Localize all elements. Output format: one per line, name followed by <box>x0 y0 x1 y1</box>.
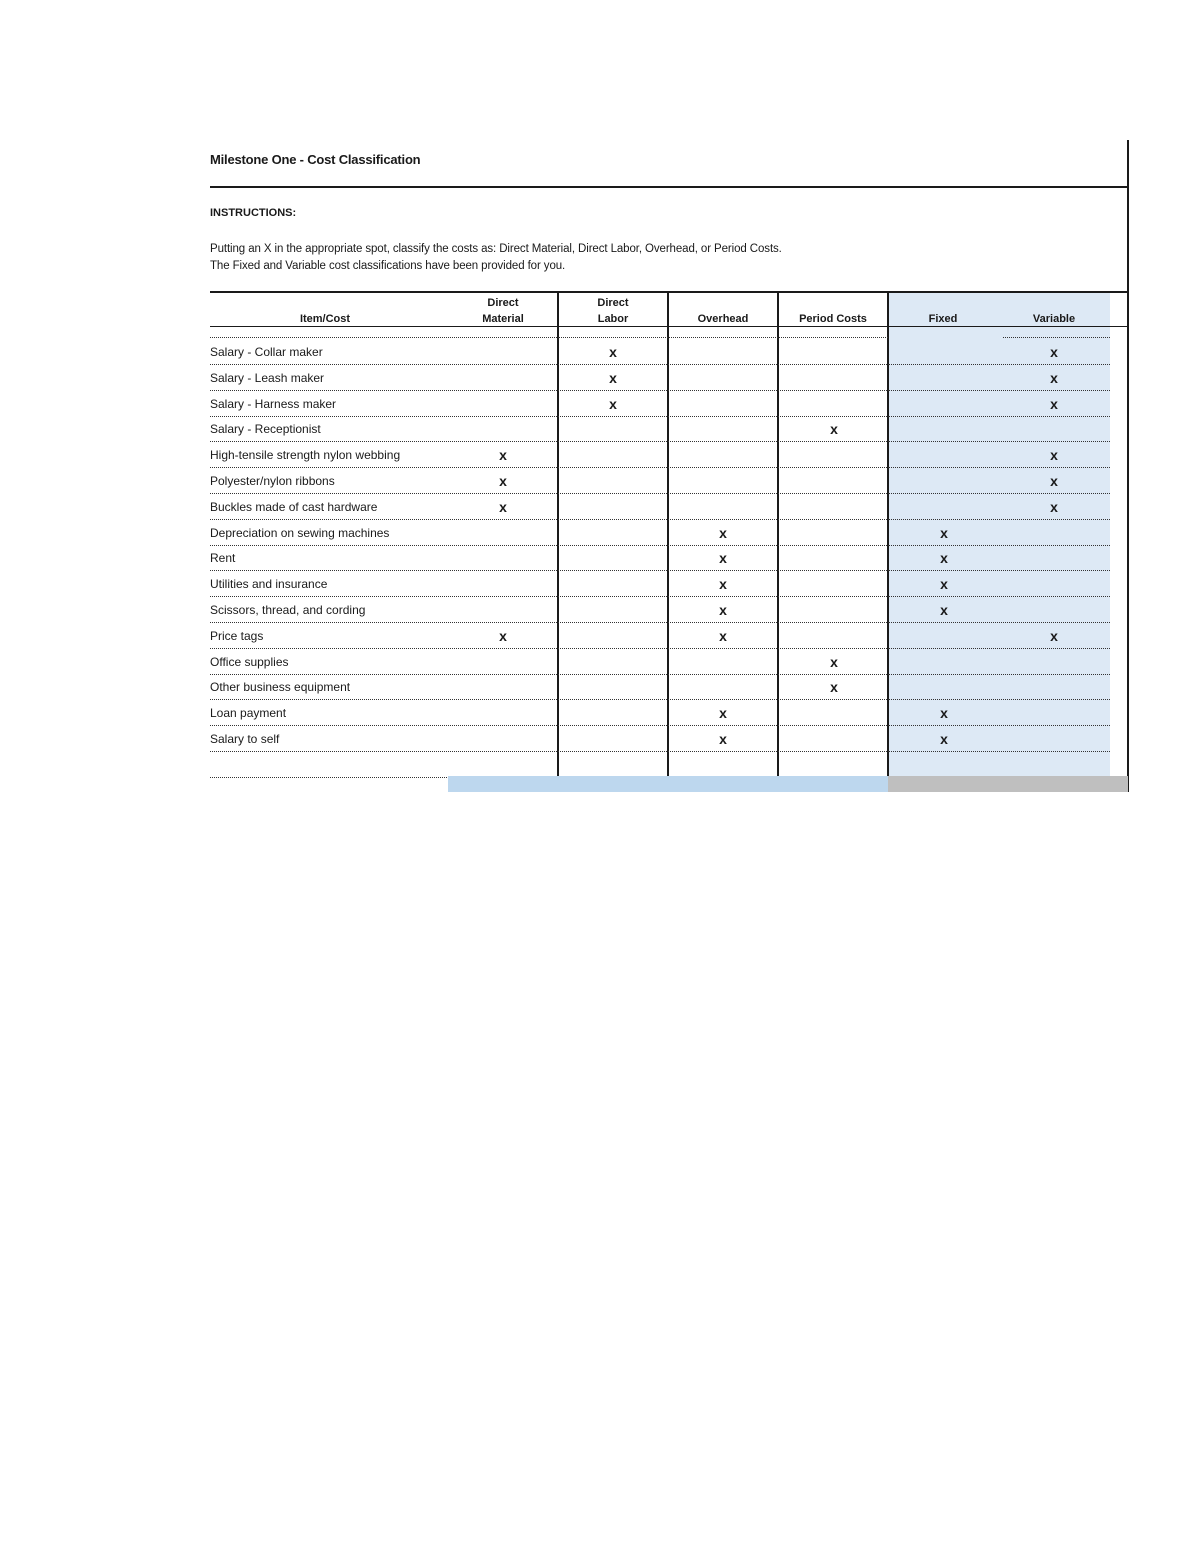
row-dotted-rule <box>210 751 557 752</box>
row-item-label: Loan payment <box>210 706 287 721</box>
row-dotted-rule <box>778 674 887 675</box>
row-dotted-rule <box>558 725 667 726</box>
column-header-fixed: Fixed <box>928 313 958 325</box>
row-dotted-rule <box>888 596 1110 597</box>
classification-mark-f: x <box>940 731 948 747</box>
classification-mark-dm: x <box>499 473 507 489</box>
classification-mark-oh: x <box>719 550 727 567</box>
row-dotted-rule <box>210 699 557 700</box>
row-dotted-rule <box>210 364 557 365</box>
row-dotted-rule <box>558 596 667 597</box>
classification-mark-v: x <box>1050 447 1058 464</box>
row-dotted-rule <box>778 596 887 597</box>
row-dotted-rule <box>778 751 887 752</box>
header-dotted-left <box>210 337 557 338</box>
row-dotted-rule <box>210 570 557 571</box>
row-item-label: Salary - Leash maker <box>210 370 325 385</box>
row-dotted-rule <box>558 441 667 442</box>
row-dotted-rule <box>888 674 1110 675</box>
classification-mark-f: x <box>940 576 948 593</box>
title-rule <box>210 186 1128 188</box>
row-dotted-rule <box>558 622 667 623</box>
row-dotted-rule <box>210 545 557 546</box>
row-dotted-rule <box>888 467 1110 468</box>
row-item-label: High-tensile strength nylon webbing <box>210 448 401 463</box>
row-dotted-rule <box>210 596 557 597</box>
column-header-variable: Variable <box>1032 313 1076 325</box>
classification-mark-dl: x <box>609 395 617 412</box>
row-dotted-rule <box>558 390 667 391</box>
classification-mark-f: x <box>940 524 948 541</box>
row-dotted-rule <box>210 519 557 520</box>
fixed-variable-shaded-area <box>888 293 1110 776</box>
row-dotted-rule <box>558 751 667 752</box>
classification-mark-dm: x <box>499 498 507 515</box>
classification-mark-oh: x <box>719 705 727 722</box>
row-dotted-rule <box>210 467 557 468</box>
classification-mark-dm: x <box>499 447 507 464</box>
row-dotted-rule <box>778 519 887 520</box>
row-dotted-rule <box>558 648 667 649</box>
classification-mark-p: x <box>830 421 838 438</box>
row-dotted-rule <box>778 441 887 442</box>
column-divider-fixed <box>887 293 889 792</box>
row-dotted-rule <box>888 545 1110 546</box>
row-dotted-rule <box>210 725 557 726</box>
row-item-label: Office supplies <box>210 654 289 669</box>
classification-mark-dl: x <box>609 369 617 386</box>
classification-mark-oh: x <box>719 627 727 644</box>
row-dotted-rule <box>778 570 887 571</box>
row-dotted-rule <box>668 390 777 391</box>
bottom-band-gray <box>888 776 1128 792</box>
row-item-label: Other business equipment <box>210 680 351 695</box>
classification-mark-v: x <box>1050 395 1058 412</box>
row-dotted-rule <box>778 416 887 417</box>
row-dotted-rule <box>888 648 1110 649</box>
row-dotted-rule <box>888 390 1110 391</box>
row-dotted-rule <box>668 622 777 623</box>
row-dotted-rule <box>210 493 557 494</box>
row-dotted-rule <box>778 364 887 365</box>
row-dotted-rule <box>210 390 557 391</box>
row-item-label: Scissors, thread, and cording <box>210 603 366 617</box>
row-dotted-rule <box>668 751 777 752</box>
instructions-heading: INSTRUCTIONS: <box>210 207 297 219</box>
classification-mark-v: x <box>1050 498 1058 515</box>
column-divider-direct-labor <box>557 293 559 792</box>
row-dotted-rule <box>668 519 777 520</box>
bottom-band-blue <box>448 776 888 792</box>
column-header-direct-labor-line1: Direct <box>597 297 629 309</box>
classification-mark-oh: x <box>719 524 727 541</box>
row-item-label: Utilities and insurance <box>210 577 328 592</box>
classification-mark-f: x <box>940 602 948 618</box>
classification-mark-dm: x <box>499 627 507 644</box>
row-dotted-rule <box>668 674 777 675</box>
column-divider-overhead <box>667 293 669 792</box>
row-dotted-rule <box>210 648 557 649</box>
header-dotted-middle <box>558 337 888 338</box>
row-dotted-rule <box>668 570 777 571</box>
row-dotted-rule <box>888 751 1110 752</box>
column-header-direct-material-line1: Direct <box>487 297 519 309</box>
row-dotted-rule <box>778 390 887 391</box>
row-dotted-rule <box>558 493 667 494</box>
row-dotted-rule <box>778 622 887 623</box>
classification-mark-oh: x <box>719 602 727 618</box>
row-dotted-rule <box>668 467 777 468</box>
row-dotted-rule <box>668 441 777 442</box>
row-dotted-rule <box>668 416 777 417</box>
classification-mark-p: x <box>830 653 838 670</box>
classification-mark-v: x <box>1050 473 1058 489</box>
column-header-period-costs: Period Costs <box>799 313 867 325</box>
row-dotted-rule <box>210 441 557 442</box>
row-dotted-rule <box>888 570 1110 571</box>
document-title: Milestone One - Cost Classification <box>210 152 421 167</box>
row-dotted-rule <box>558 699 667 700</box>
row-dotted-rule <box>888 725 1110 726</box>
column-header-direct-material-line2: Material <box>482 313 524 325</box>
row-dotted-rule <box>778 467 887 468</box>
classification-mark-oh: x <box>719 731 727 747</box>
right-border <box>1127 140 1129 792</box>
row-dotted-rule <box>888 519 1110 520</box>
row-dotted-rule <box>210 416 557 417</box>
row-dotted-rule <box>558 416 667 417</box>
row-dotted-rule <box>668 725 777 726</box>
row-dotted-rule <box>668 364 777 365</box>
classification-mark-f: x <box>940 550 948 567</box>
classification-mark-oh: x <box>719 576 727 593</box>
row-dotted-rule <box>558 364 667 365</box>
column-header-item: Item/Cost <box>299 313 351 325</box>
instructions-line-2: The Fixed and Variable cost classifications have been provided for you. <box>210 260 566 272</box>
classification-mark-dl: x <box>609 344 617 360</box>
row-dotted-rule <box>210 622 557 623</box>
row-dotted-rule <box>668 596 777 597</box>
classification-mark-v: x <box>1050 627 1058 644</box>
row-dotted-rule <box>778 725 887 726</box>
column-divider-period <box>777 293 779 792</box>
row-dotted-rule <box>888 364 1110 365</box>
row-dotted-rule <box>888 699 1110 700</box>
row-dotted-rule <box>778 648 887 649</box>
row-dotted-rule <box>888 622 1110 623</box>
row-dotted-rule <box>558 570 667 571</box>
header-dotted-variable <box>1003 337 1110 338</box>
row-dotted-rule <box>558 674 667 675</box>
column-header-overhead: Overhead <box>697 313 749 325</box>
classification-mark-f: x <box>940 705 948 722</box>
row-dotted-rule <box>778 699 887 700</box>
row-dotted-rule <box>778 545 887 546</box>
row-dotted-rule <box>888 416 1110 417</box>
row-item-label: Price tags <box>210 628 264 643</box>
header-rule <box>210 326 1128 327</box>
row-dotted-rule <box>888 493 1110 494</box>
row-dotted-rule <box>668 648 777 649</box>
row-dotted-rule <box>668 699 777 700</box>
row-item-label: Polyester/nylon ribbons <box>210 474 335 488</box>
row-dotted-rule <box>668 545 777 546</box>
row-dotted-rule <box>668 493 777 494</box>
classification-mark-v: x <box>1050 344 1058 360</box>
row-item-label: Rent <box>210 551 236 566</box>
row-dotted-rule <box>778 493 887 494</box>
row-item-label: Salary - Receptionist <box>210 422 321 437</box>
row-dotted-rule <box>558 467 667 468</box>
classification-mark-v: x <box>1050 369 1058 386</box>
row-dotted-rule <box>558 545 667 546</box>
row-item-label: Buckles made of cast hardware <box>210 499 378 514</box>
row-dotted-rule <box>210 674 557 675</box>
classification-mark-p: x <box>830 679 838 696</box>
row-item-label: Depreciation on sewing machines <box>210 525 390 540</box>
row-dotted-rule <box>888 441 1110 442</box>
column-header-direct-labor-line2: Labor <box>597 313 629 325</box>
row-dotted-rule <box>558 519 667 520</box>
instructions-line-1: Putting an X in the appropriate spot, classify the costs as: Direct Material, Direct Labor, Overhead, or Period Costs. <box>210 243 782 255</box>
row-item-label: Salary - Harness maker <box>210 396 337 411</box>
row-item-label: Salary - Collar maker <box>210 345 323 359</box>
row-item-label: Salary to self <box>210 732 280 746</box>
